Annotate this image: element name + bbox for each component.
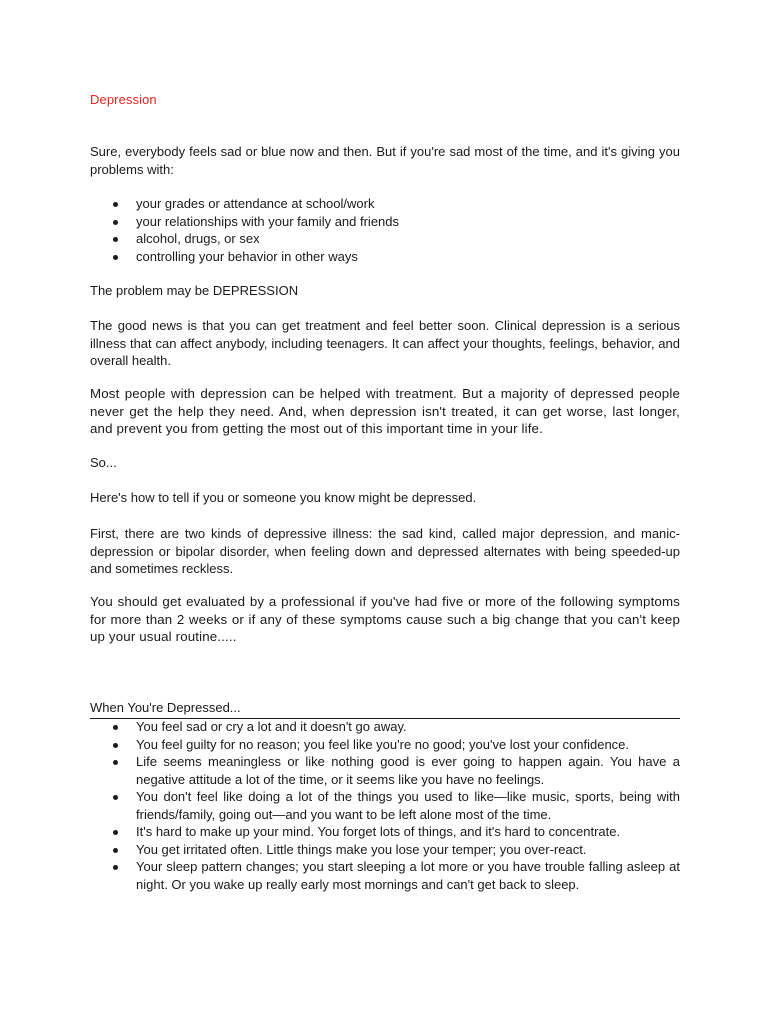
bullet-icon	[113, 760, 118, 765]
bullet-icon	[113, 725, 118, 730]
two-kinds-paragraph: First, there are two kinds of depressive illness: the sad kind, called major depression, and manic-depression or bipolar disorder, when feeling down and depressed alternates with being speeded-up and sometimes reckless.	[90, 526, 680, 576]
symptoms-list	[90, 718, 680, 893]
bullet-icon	[113, 865, 118, 870]
bullet-icon	[113, 848, 118, 853]
bullet-icon	[113, 220, 118, 225]
list-item: You get irritated often. Little things make you lose your temper; you over-react.	[90, 841, 680, 859]
problems-list	[90, 195, 680, 265]
list-item: alcohol, drugs, or sex	[90, 230, 680, 248]
list-item: controlling your behavior in other ways	[90, 248, 680, 266]
bullet-icon	[113, 202, 118, 207]
intro-paragraph: Sure, everybody feels sad or blue now and then. But if you're sad most of the time, and it's giving you problems with:	[90, 144, 680, 177]
list-item: your relationships with your family and friends	[90, 213, 680, 231]
most-people-paragraph: Most people with depression can be helped with treatment. But a majority of depressed people never get the help they need. And, when depression isn't treated, it can get worse, last longer, and prevent you from getting the most out of this important time in your life.	[90, 386, 680, 436]
bullet-icon	[113, 830, 118, 835]
problem-line: The problem may be DEPRESSION	[90, 283, 299, 298]
bullet-icon	[113, 237, 118, 242]
section-heading: When You're Depressed...	[90, 699, 680, 719]
bullet-icon	[113, 743, 118, 748]
list-item: Life seems meaningless or like nothing good is ever going to happen again. You have a negative attitude a lot of the time, or it seems like you have no feelings.	[90, 753, 680, 788]
list-item: You don't feel like doing a lot of the things you used to like—like music, sports, being with friends/family, going out—and you want to be left alone most of the time.	[90, 788, 680, 823]
bullet-icon	[113, 795, 118, 800]
how-to-tell-line: Here's how to tell if you or someone you know might be depressed.	[90, 490, 477, 505]
list-item: Your sleep pattern changes; you start sleeping a lot more or you have trouble falling asleep at night. Or you wake up really early most mornings and can't get back to sleep.	[90, 858, 680, 893]
list-item: It's hard to make up your mind. You forget lots of things, and it's hard to concentrate.	[90, 823, 680, 841]
document-title: Depression	[90, 92, 157, 107]
good-news-paragraph: The good news is that you can get treatment and feel better soon. Clinical depression is a serious illness that can affect anybody, including teenagers. It can affect your thoughts, feelings, behavior, and overall health.	[90, 318, 680, 368]
so-line: So...	[90, 455, 117, 470]
list-item: You feel guilty for no reason; you feel like you're no good; you've lost your confidence.	[90, 736, 680, 754]
evaluated-paragraph: You should get evaluated by a professional if you've had five or more of the following symptoms for more than 2 weeks or if any of these symptoms cause such a big change that you can't keep up your usual routine.....	[90, 594, 680, 644]
list-item: You feel sad or cry a lot and it doesn't go away.	[90, 718, 680, 736]
list-item: your grades or attendance at school/work	[90, 195, 680, 213]
bullet-icon	[113, 255, 118, 260]
